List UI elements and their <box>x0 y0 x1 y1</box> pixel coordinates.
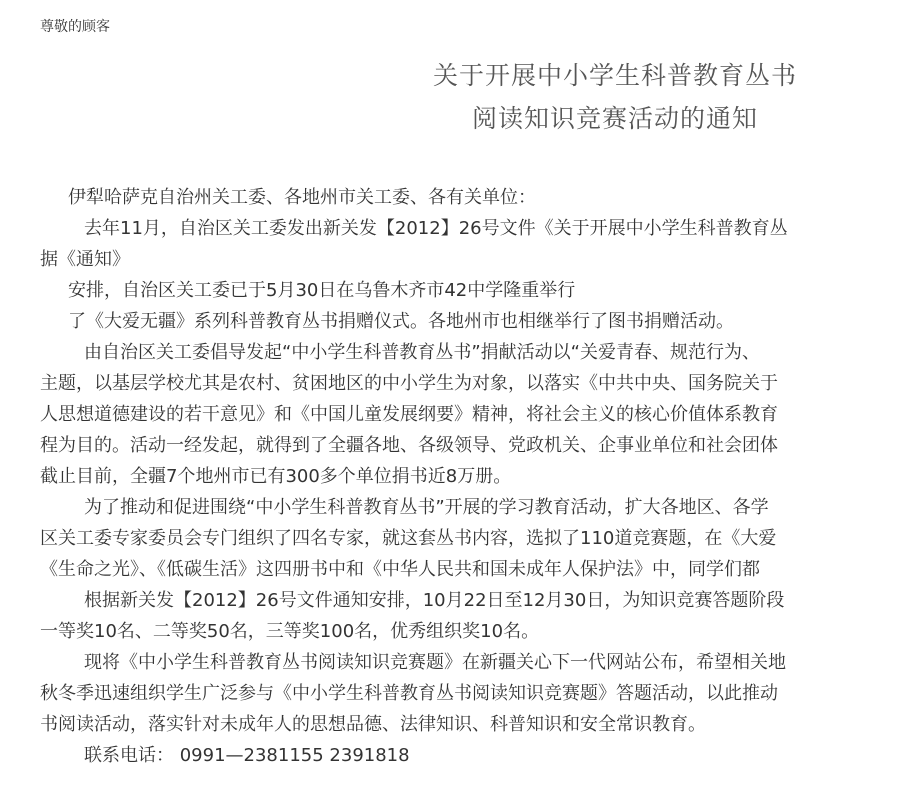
body-line: 根据新关发【2012】26号文件通知安排，10月22日至12月30日，为知识竞赛答题阶段 <box>84 590 785 611</box>
document-title-line-1: 关于开展中小学生科普教育丛书 <box>432 61 797 90</box>
body-line: 一等奖10名、二等奖50名，三等奖100名，优秀组织奖10名。 <box>40 621 540 642</box>
body-line: 《生命之光》、《低碳生活》这四册书中和《中华人民共和国未成年人保护法》中，同学们都 <box>40 559 760 580</box>
body-line: 为了推动和促进围绕“中小学生科普教育丛书”开展的学习教育活动，扩大各地区、各学 <box>84 497 769 518</box>
body-line: 安排，自治区关工委已于5月30日在乌鲁木齐市42中学隆重举行 <box>68 280 576 301</box>
body-line: 人思想道德建设的若干意见》和《中国儿童发展纲要》精神，将社会主义的核心价值体系教育 <box>40 404 778 425</box>
greeting: 尊敬的顾客 <box>40 19 110 35</box>
body-line: 现将《中小学生科普教育丛书阅读知识竞赛题》在新疆关心下一代网站公布，希望相关地 <box>84 652 786 673</box>
body-line: 去年11月，自治区关工委发出新关发【2012】26号文件《关于开展中小学生科普教育丛 <box>84 218 788 239</box>
body-line: 主题，以基层学校尤其是农村、贫困地区的中小学生为对象，以落实《中共中央、国务院关于 <box>40 373 778 394</box>
body-line: 据《通知》 <box>40 249 130 270</box>
body-line: 由自治区关工委倡导发起“中小学生科普教育丛书”捐献活动以“关爱青春、规范行为、 <box>84 342 760 363</box>
body-line: 了《大爱无疆》系列科普教育丛书捐赠仪式。各地州市也相继举行了图书捐赠活动。 <box>68 311 734 332</box>
contact-phone-line: 联系电话： 0991—2381155 2391818 <box>84 745 410 766</box>
body-line: 截止目前，全疆7个地州市已有300多个单位捐书近8万册。 <box>40 466 512 487</box>
notice-body <box>40 182 900 771</box>
body-line: 程为目的。活动一经发起，就得到了全疆各地、各级领导、党政机关、企事业单位和社会团体 <box>40 435 778 456</box>
document-title-line-2: 阅读知识竞赛活动的通知 <box>471 104 758 133</box>
salutation-line: 伊犁哈萨克自治州关工委、各地州市关工委、各有关单位： <box>68 187 536 208</box>
body-line: 区关工委专家委员会专门组织了四名专家，就这套丛书内容，选拟了110道竞赛题，在《大爱 <box>40 528 777 549</box>
body-line: 秋冬季迅速组织学生广泛参与《中小学生科普教育丛书阅读知识竞赛题》答题活动，以此推动 <box>40 683 778 704</box>
body-line: 书阅读活动，落实针对未成年人的思想品德、法律知识、科普知识和安全常识教育。 <box>40 714 706 735</box>
